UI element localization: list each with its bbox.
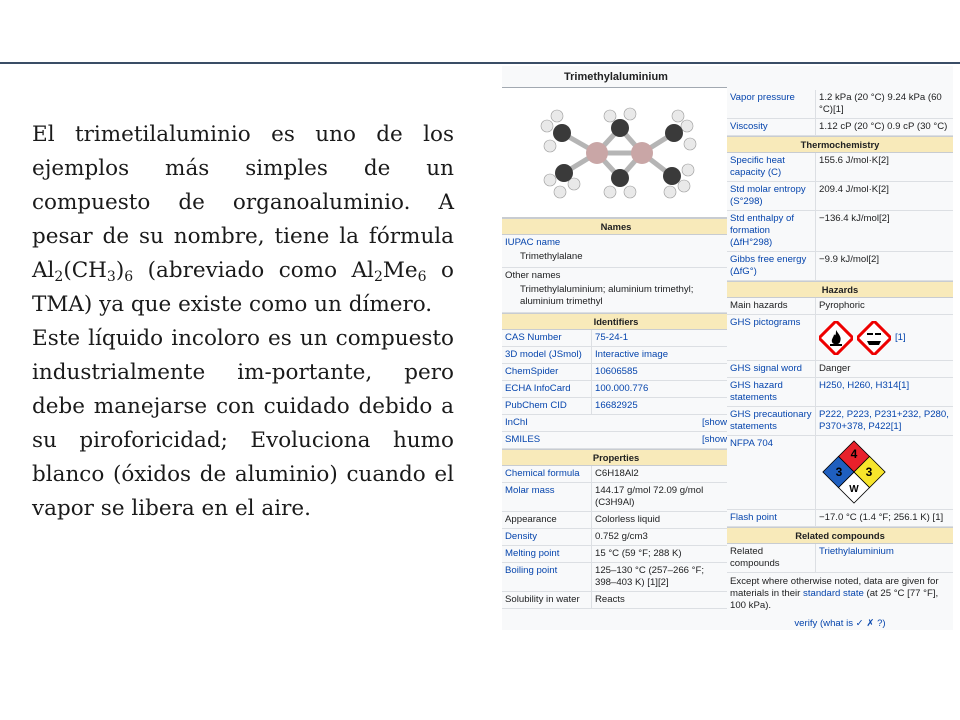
property-label: Appearance (502, 512, 592, 528)
inchi-row (502, 415, 730, 432)
standard-state-link[interactable]: standard state (803, 588, 864, 599)
main-hazards-value: Pyrophoric (819, 300, 865, 311)
smiles-row (502, 432, 730, 449)
thermochemistry-header: Thermochemistry (727, 136, 953, 153)
property-value: C6H18Al2 (595, 468, 639, 479)
nfpa-special: W (849, 484, 859, 495)
identifier-label[interactable]: PubChem CID (502, 398, 592, 414)
ghs-ref[interactable]: [1] (895, 332, 906, 343)
ghs-signal-label[interactable]: GHS signal word (727, 361, 816, 377)
property-row (727, 119, 953, 136)
thermo-value: 155.6 J/mol·K[2] (819, 155, 889, 166)
thermo-row (727, 252, 953, 281)
ghs-precautionary-value[interactable]: P222, P223, P231+232, P280, P370+378, P422[1] (819, 409, 949, 432)
thermo-label[interactable]: Specific heat capacity (C) (727, 153, 816, 181)
thermo-label[interactable]: Gibbs free energy (ΔfG°) (727, 252, 816, 280)
property-label[interactable]: Viscosity (727, 119, 816, 135)
slide-body-text (32, 118, 454, 526)
property-label: Solubility in water (502, 592, 592, 608)
infobox-left (502, 66, 730, 630)
other-names-value: Trimethylaluminium; aluminium trimethyl; aluminium trimethyl (520, 284, 694, 307)
infobox-right (727, 66, 953, 630)
nfpa-health: 3 (835, 465, 843, 479)
flash-point-row (727, 510, 953, 527)
ghs-signal-row (727, 361, 953, 378)
ghs-signal-value: Danger (819, 363, 851, 374)
property-row (502, 512, 730, 529)
property-label[interactable]: Vapor pressure (727, 90, 816, 118)
identifier-row (502, 364, 730, 381)
property-label[interactable]: Molar mass (502, 483, 592, 511)
identifier-value[interactable]: 100.000.776 (595, 383, 649, 394)
hazards-header: Hazards (727, 281, 953, 298)
thermo-row (727, 182, 953, 211)
property-label[interactable]: Chemical formula (502, 466, 592, 482)
inchi-show-link[interactable]: [show (701, 417, 727, 428)
related-compounds-value[interactable]: Triethylaluminium (819, 546, 894, 557)
related-compounds-label: Related compounds (727, 544, 816, 572)
other-names-label: Other names (505, 270, 561, 281)
thermo-value: −136.4 kJ/mol[2] (819, 213, 890, 224)
property-row (502, 466, 730, 483)
identifier-value[interactable]: 75-24-1 (595, 332, 629, 343)
paragraph-1: El trimetilaluminio es uno de los ejemplos más simples de un compuesto de organoaluminio. A pesar de su nombre, tiene la fórmula $Al_2(CH_3)_6$ (abreviado como $Al_2Me_6$ o TMA) ya que existe como un dímero. (32, 122, 454, 317)
property-row (502, 563, 730, 592)
property-row (502, 546, 730, 563)
related-compounds-header: Related compounds (727, 527, 953, 544)
paragraph-2: Este líquido incoloro es un compuesto industrialmente im-portante, pero debe manejarse con cuidado debido a su piroforicidad; Evoluciona humo blanco (óxidos de aluminio) cuando el vapor se libera en el aire. (32, 326, 454, 521)
thermo-row (727, 211, 953, 252)
property-row (727, 90, 953, 119)
top-divider (0, 62, 960, 64)
inchi-label[interactable]: InChI (505, 417, 528, 428)
verify-link[interactable]: verify (what is ✓ ✗ ?) (794, 618, 886, 629)
identifier-row (502, 381, 730, 398)
flash-point-label[interactable]: Flash point (727, 510, 816, 526)
nfpa-flammability: 4 (850, 447, 858, 461)
identifiers-header: Identifiers (502, 313, 730, 330)
thermo-row (727, 153, 953, 182)
corrosion-hazard-icon (857, 321, 891, 355)
other-names-row (502, 268, 730, 313)
property-value: 144.17 g/mol 72.09 g/mol (C3H9Al) (595, 485, 704, 508)
property-value: 1.12 cP (20 °C) 0.9 cP (30 °C) (819, 121, 948, 132)
property-value: Reacts (595, 594, 625, 605)
ghs-precautionary-label[interactable]: GHS precautionary statements (727, 407, 816, 435)
thermo-label[interactable]: Std enthalpy of formation (ΔfH°298) (727, 211, 816, 251)
smiles-show-link[interactable]: [show (701, 434, 727, 445)
nfpa-row (727, 436, 953, 510)
smiles-label[interactable]: SMILES (505, 434, 541, 445)
thermo-value: −9.9 kJ/mol[2] (819, 254, 879, 265)
thermo-value: 209.4 J/mol·K[2] (819, 184, 889, 195)
identifier-row (502, 347, 730, 364)
property-value: 15 °C (59 °F; 288 K) (595, 548, 682, 559)
property-label[interactable]: Density (502, 529, 592, 545)
property-value: 1.2 kPa (20 °C) 9.24 kPa (60 °C)[1] (819, 92, 942, 115)
property-label[interactable]: Melting point (502, 546, 592, 562)
identifier-value[interactable]: 10606585 (595, 366, 638, 377)
identifier-label[interactable]: 3D model (JSmol) (502, 347, 592, 363)
identifier-row (502, 330, 730, 347)
main-hazards-row (727, 298, 953, 315)
property-row (502, 483, 730, 512)
molecule-ball-stick-icon (502, 88, 730, 218)
ghs-precautionary-row (727, 407, 953, 436)
ghs-pictograms (816, 315, 909, 360)
identifier-label[interactable]: ECHA InfoCard (502, 381, 592, 397)
flash-point-value: −17.0 °C (1.4 °F; 256.1 K) [1] (819, 512, 944, 523)
properties-header: Properties (502, 449, 730, 466)
nfpa-instability: 3 (865, 465, 873, 479)
ghs-pictograms-row (727, 315, 953, 361)
property-value: 125–130 °C (257–266 °F; 398–403 K) [1][2] (595, 565, 705, 588)
identifier-value[interactable]: 16682925 (595, 400, 638, 411)
nfpa-diamond (816, 436, 892, 509)
identifier-row (502, 398, 730, 415)
property-label[interactable]: Boiling point (502, 563, 592, 591)
main-hazards-label: Main hazards (727, 298, 816, 314)
molecule-image (502, 88, 730, 218)
iupac-name-label[interactable]: IUPAC name (505, 237, 561, 248)
infobox-title: Trimethylaluminium (502, 66, 730, 88)
ghs-hazard-row (727, 378, 953, 407)
iupac-name-value: Trimethylalane (520, 251, 583, 262)
identifier-label[interactable]: ChemSpider (502, 364, 592, 380)
property-row (502, 529, 730, 546)
iupac-name-row (502, 235, 730, 268)
identifier-label[interactable]: CAS Number (502, 330, 592, 346)
identifier-value[interactable]: Interactive image (595, 349, 669, 360)
flame-hazard-icon (819, 321, 853, 355)
property-value: Colorless liquid (595, 514, 661, 525)
ghs-hazard-label[interactable]: GHS hazard statements (727, 378, 816, 406)
related-compounds-row (727, 544, 953, 573)
property-value: 0.752 g/cm3 (595, 531, 648, 542)
names-header: Names (502, 218, 730, 235)
standard-state-footnote: Except where otherwise noted, data are given for materials in their standard state (at 25 °C [77 °F], 100 kPa). (730, 576, 939, 611)
nfpa-label[interactable]: NFPA 704 (727, 436, 816, 509)
thermo-label[interactable]: Std molar entropy (S°298) (727, 182, 816, 210)
ghs-pictograms-label[interactable]: GHS pictograms (727, 315, 816, 360)
ghs-hazard-value[interactable]: H250, H260, H314[1] (819, 380, 910, 391)
property-row (502, 592, 730, 609)
